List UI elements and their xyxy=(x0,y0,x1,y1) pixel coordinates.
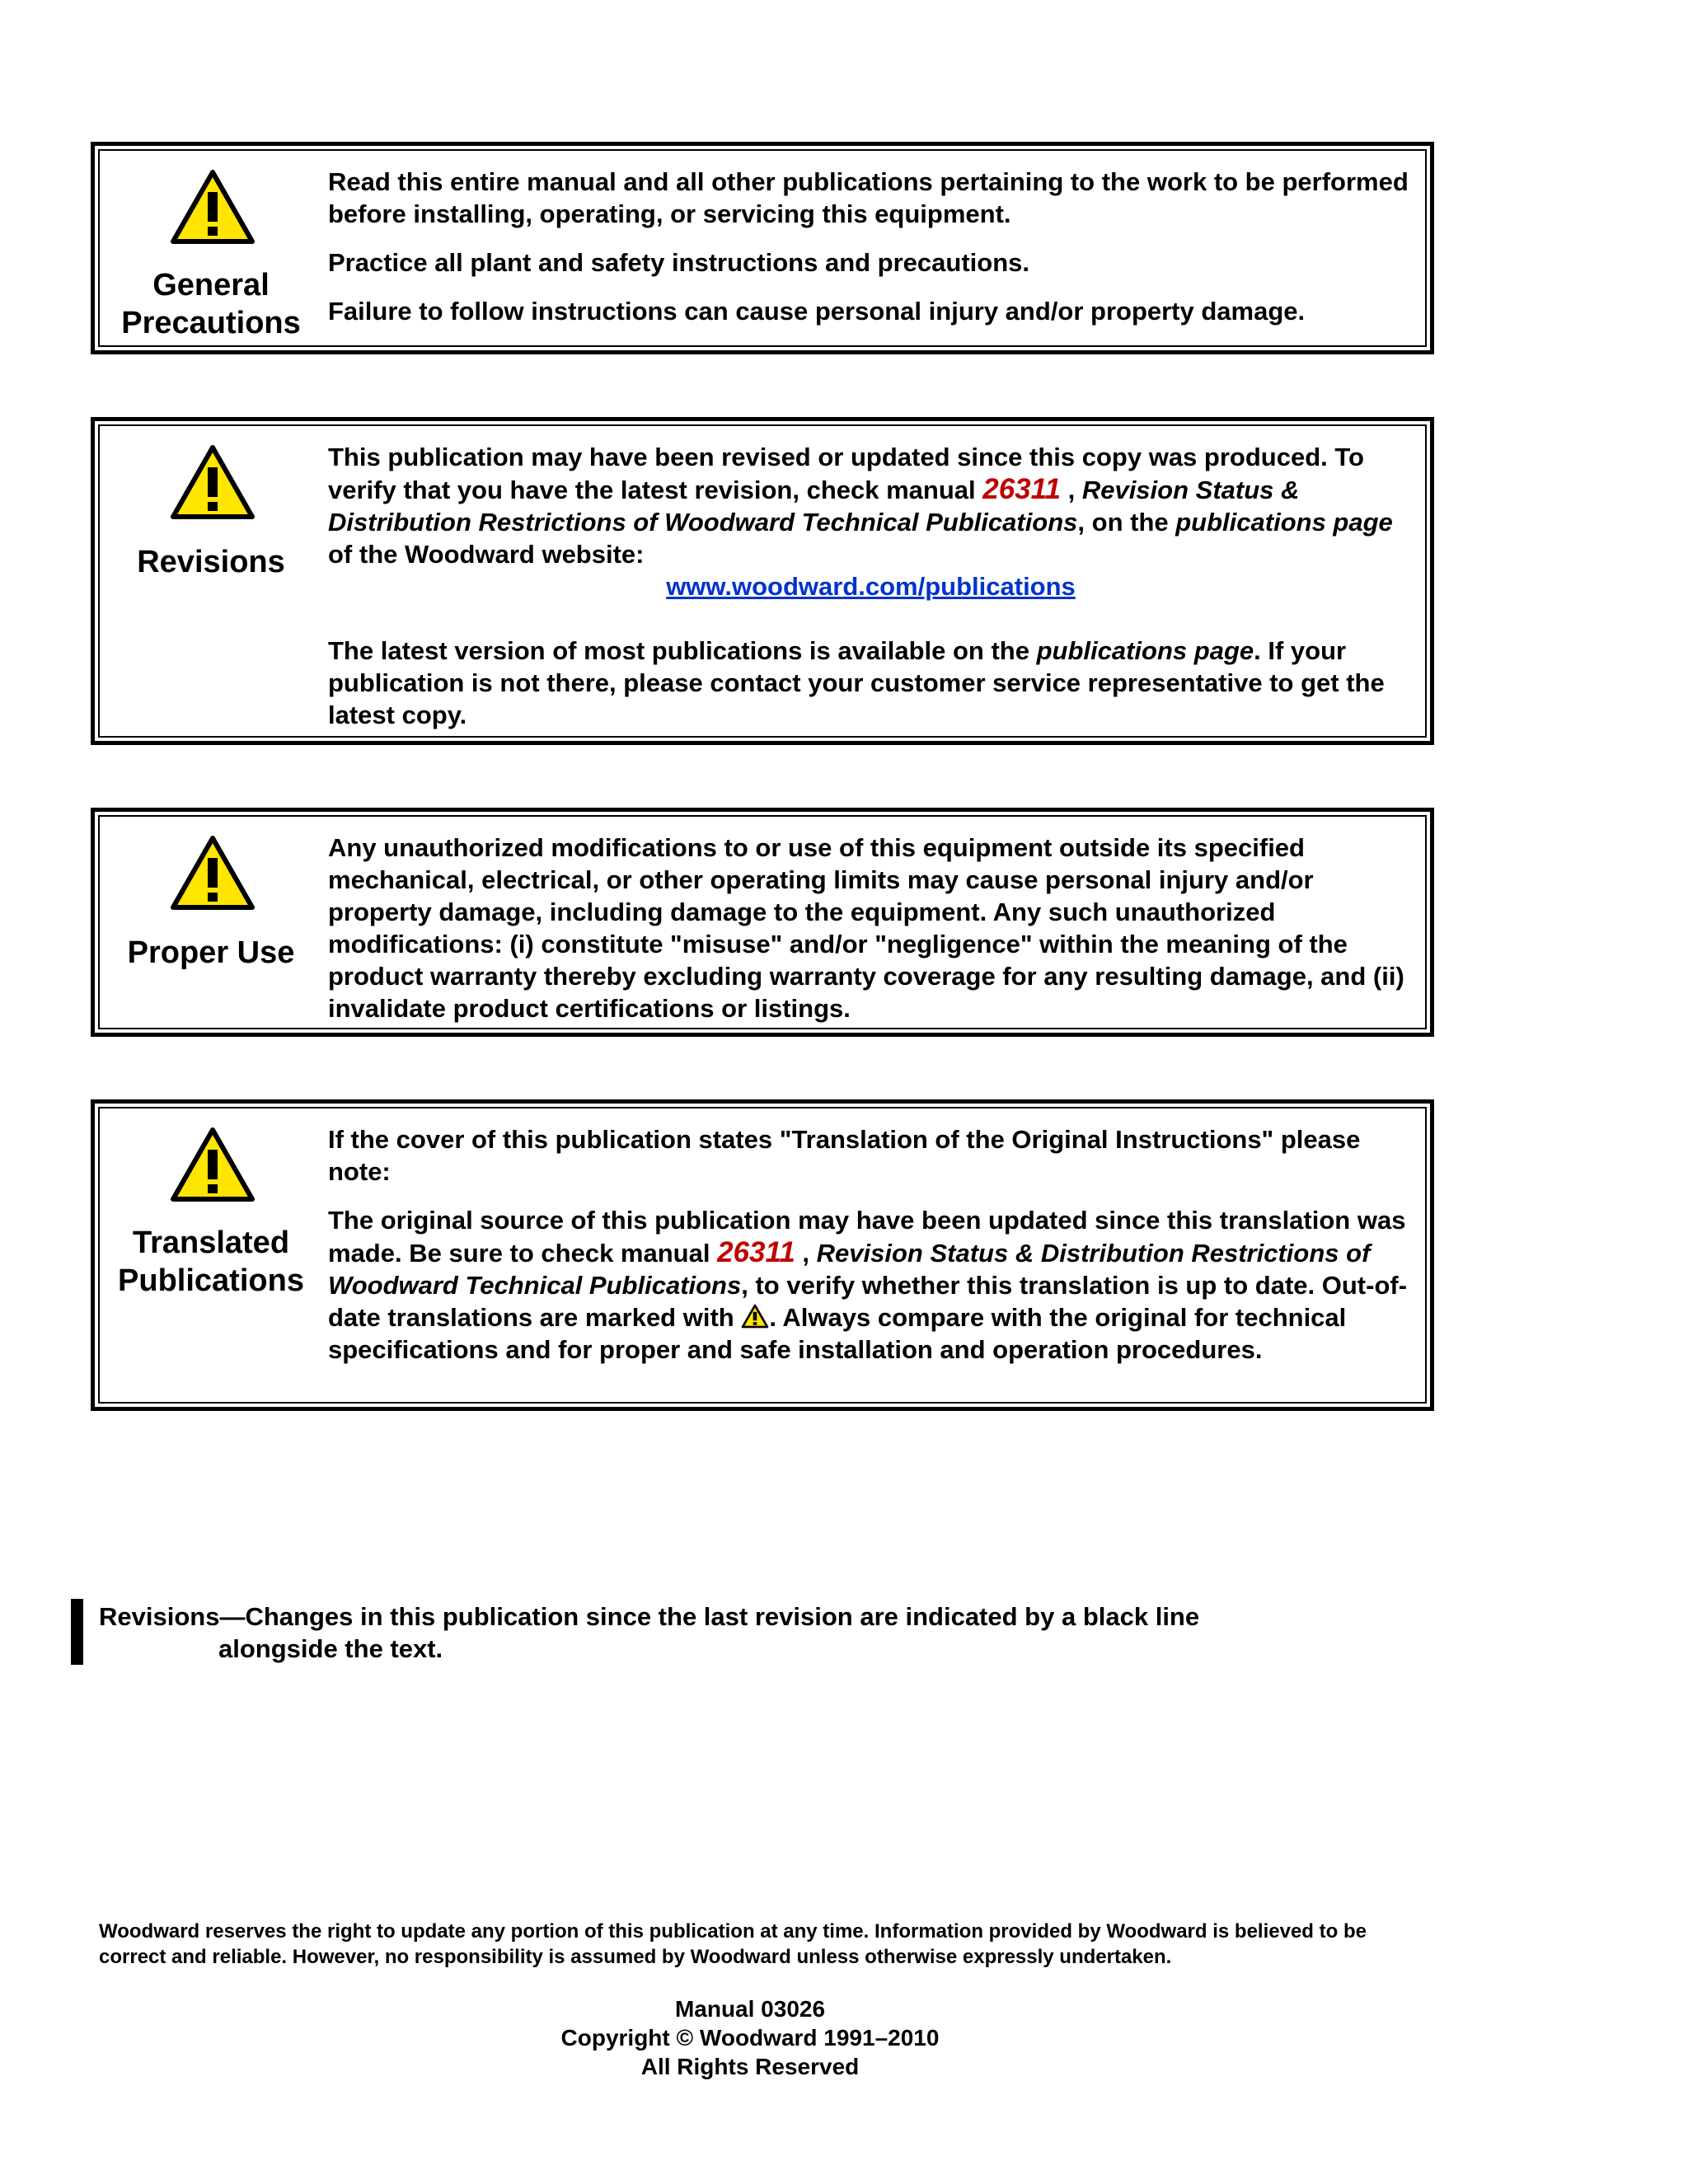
notice-title xyxy=(100,266,322,342)
notice-body xyxy=(328,441,1414,731)
revisions-notice xyxy=(91,417,1434,745)
notice-label-column xyxy=(100,151,322,345)
revision-note-line2: alongside the text. xyxy=(218,1634,443,1663)
woodward-publications-link[interactable]: www.woodward.com/publications xyxy=(666,572,1076,601)
warning-triangle-icon xyxy=(170,169,256,245)
copyright: Copyright © Woodward 1991–2010 xyxy=(560,2025,940,2050)
text-run: , to verify whether this translation is up to date. Out-of-date translations are marked with xyxy=(328,1271,1408,1332)
notice-label-column xyxy=(100,1108,322,1402)
warning-triangle-icon xyxy=(741,1304,769,1329)
rights-reserved: All Rights Reserved xyxy=(640,2054,860,2079)
notice-paragraph xyxy=(328,441,1414,570)
translated-publications-notice xyxy=(91,1099,1434,1411)
notice-inner-frame xyxy=(98,149,1427,347)
manual-number-reference: 26311 xyxy=(717,1236,795,1268)
notice-label-column xyxy=(100,426,322,736)
text-run: , on the xyxy=(1077,508,1176,537)
warning-triangle-icon xyxy=(170,444,256,520)
notice-paragraph xyxy=(328,635,1414,731)
notice-paragraph: Any unauthorized modifications to or use of this equipment outside its specified mechanical, electrical, or other operating limits may cause personal injury and/or property damage, including damage to the equipment. Any such unauthorized modifications: (i) constitute "misuse" and/or "negligence" within the meaning of the product warranty thereby excluding warranty coverage for any resulting damage, and (ii) invalidate product certifications or listings. xyxy=(328,833,1404,1023)
notice-paragraph: Practice all plant and safety instructions and precautions. xyxy=(328,248,1030,277)
manual-number: Manual 03026 xyxy=(674,1996,826,2022)
warning-triangle-icon xyxy=(170,1127,256,1202)
general-precautions-notice xyxy=(91,142,1434,354)
publication-title-reference: Revision Status & Distribution Restrictions of Woodward Technical Publications xyxy=(328,476,1300,537)
notice-title xyxy=(100,1224,322,1300)
text-run: The latest version of most publications is available on the xyxy=(328,636,1037,665)
publication-title-reference: Revision Status & Distribution Restrictions of Woodward Technical Publications xyxy=(328,1239,1371,1300)
text-run: of the Woodward website: xyxy=(328,540,645,569)
notice-body xyxy=(328,1123,1414,1366)
notice-title-line1: General xyxy=(152,268,270,302)
notice-title-line2: Precautions xyxy=(121,306,301,340)
notice-body xyxy=(328,832,1414,1024)
notice-title-line2: Publications xyxy=(118,1263,304,1298)
text-run: This publication may have been revised or updated since this copy was produced. To verify that you have the latest revision, check manual xyxy=(328,443,1364,504)
text-run: . If your publication is not there, please contact your customer service representative to get the latest copy. xyxy=(328,636,1385,729)
text-run: , xyxy=(1060,476,1082,504)
warning-triangle-icon xyxy=(170,835,256,911)
notice-label-column xyxy=(100,817,322,1028)
notice-inner-frame xyxy=(98,1107,1427,1404)
notice-paragraph: Failure to follow instructions can cause personal injury and/or property damage. xyxy=(328,297,1306,326)
revision-note-line1: Revisions—Changes in this publication since the last revision are indicated by a black line xyxy=(99,1602,1200,1631)
disclaimer: Woodward reserves the right to update any portion of this publication at any time. Information provided by Woodward is believed to be correct and reliable. However, no responsibility is assumed by Woodward unless otherwise expressly undertaken. xyxy=(99,1920,1367,1968)
notice-inner-frame xyxy=(98,424,1427,738)
notice-body xyxy=(328,166,1414,327)
notice-inner-frame xyxy=(98,815,1427,1029)
text-run: . Always compare with the original for technical specifications and for proper and safe installation and operation procedures. xyxy=(328,1303,1347,1364)
proper-use-notice xyxy=(91,808,1434,1037)
footer xyxy=(462,1994,1039,2081)
notice-title: Revisions xyxy=(137,545,285,579)
notice-paragraph: Read this entire manual and all other publications pertaining to the work to be performed before installing, operating, or servicing this equipment. xyxy=(328,167,1409,228)
publications-page-reference: publications page xyxy=(1175,508,1393,537)
notice-title-line1: Translated xyxy=(132,1226,290,1260)
manual-number-reference: 26311 xyxy=(982,473,1061,505)
text-run: The original source of this publication may have been updated since this translation was made. Be sure to check manual xyxy=(328,1206,1406,1268)
revision-change-bar xyxy=(71,1599,83,1665)
notice-paragraph xyxy=(328,1204,1414,1366)
notice-title: Proper Use xyxy=(127,935,295,970)
publications-page-reference: publications page xyxy=(1036,636,1254,665)
revision-note xyxy=(99,1601,1385,1665)
notice-paragraph: If the cover of this publication states "Translation of the Original Instructions" please note: xyxy=(328,1125,1361,1186)
text-run: , xyxy=(795,1239,817,1268)
